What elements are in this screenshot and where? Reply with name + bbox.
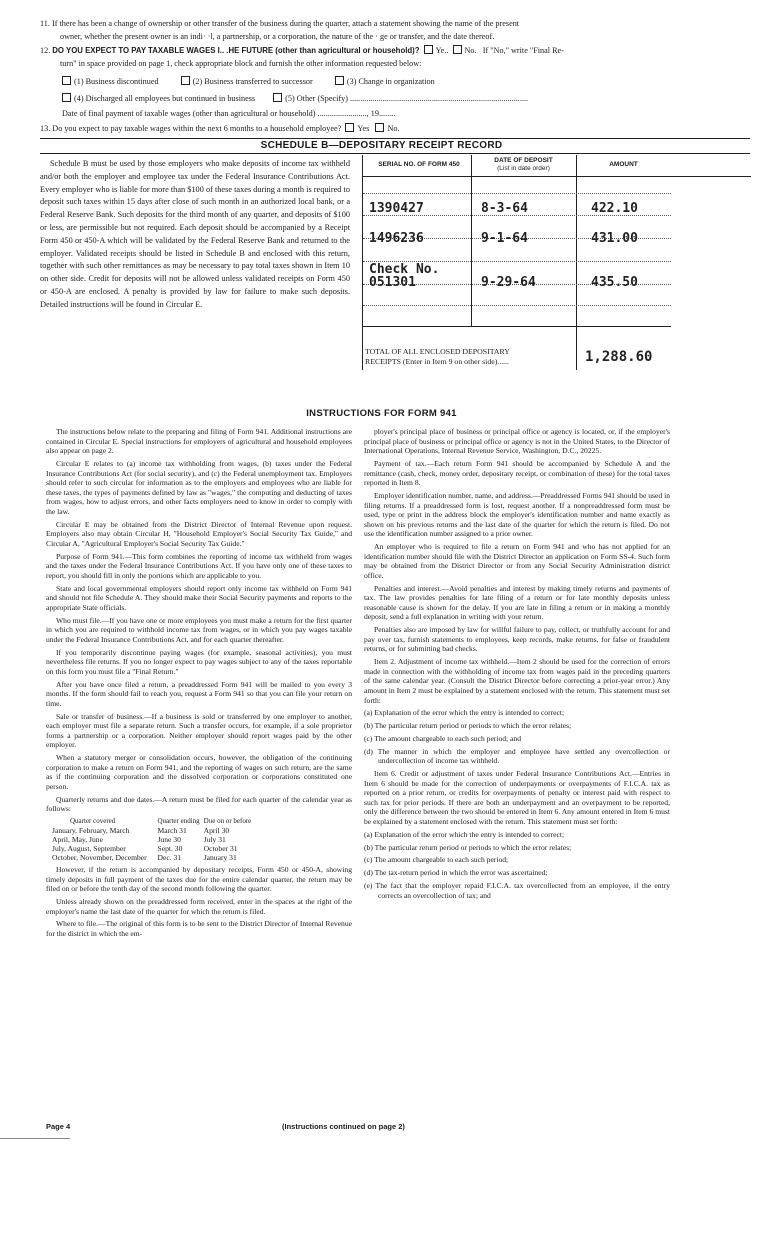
instruction-paragraph: (d) The manner in which the employer and employee have settled any overcollection or undercollection of income tax withheld.: [364, 746, 670, 766]
opt3-checkbox[interactable]: [335, 76, 344, 85]
q12-yes-label: Ye..: [435, 46, 449, 55]
question-12-line-2: turn" in space provided on page 1, check appropriate block and furnish the other information requested below:: [60, 59, 422, 68]
deposit-row-1-serial: 1390427: [369, 201, 424, 216]
quarter-cell: March 31: [157, 826, 187, 836]
quarter-header-ending: Quarter ending: [157, 817, 200, 826]
instruction-paragraph: Penalties also are imposed by law for willful failure to pay, collect, or truthfully account for and pay over tax, furnish statements to employees, keep records, make returns, for false or fraudulent returns, or for submitting bad checks.: [364, 625, 670, 654]
deposit-total-label-2: RECEIPTS (Enter in Item 9 on other side)......: [365, 357, 510, 366]
instruction-paragraph: When a statutory merger or consolidation occurs, however, the obligation of the continuing corporation to make a return on Form 941, and the reporting of wages on such return, are the same as if the continuing corporation and the dissolved corporation or corporations constituted one person.: [46, 753, 352, 791]
quarter-cell: April 30: [203, 826, 230, 836]
instruction-paragraph: If you temporarily discontinue paying wages (for example, seasonal activities), you must nevertheless file returns. If you no longer expect to pay wages subject to any of the taxes reportable on this form you must file a "Final Return.": [46, 647, 352, 676]
quarter-due-dates-table: [50, 817, 253, 862]
opt2-checkbox[interactable]: [181, 76, 190, 85]
instruction-paragraph: Unless already shown on the preaddressed form received, enter in the spaces at the right of the employer's name the last date of the quarter for which the return is filed.: [46, 897, 352, 916]
instruction-paragraph: ployer's principal place of business or principal office or agency is located, or, if the employer's principal place of business or principal office or agency is not in the United States, to the Director of International Operations, Internal Revenue Service, Washington, D.C., 20225.: [364, 427, 670, 456]
q12-yes-checkbox[interactable]: [424, 45, 433, 54]
final-wages-date-line: Date of final payment of taxable wages (other than agricultural or household) ........................, 19........: [62, 109, 396, 118]
instruction-paragraph: Item 6. Credit or adjustment of taxes under Federal Insurance Contributions Act.—Entries in Item 6 should be made for the correction of underpayments or overpayments of F.I.C.A. tax as reported on a prior return, or credits for overpayments of penalty or interest paid with respect to such tax for prior periods. If there are both an underpayment and an overpayment to be reported, only the difference between the two should be entered in Item 6. Any amount entered in Item 6 must be explained by a statement enclosed with the return. This statement must set forth:: [364, 769, 670, 827]
question-12-line-1: [40, 45, 564, 56]
deposit-row-3-amount: 435.50: [591, 275, 638, 290]
instruction-paragraph: (c) The amount chargeable to each such period; and: [364, 733, 522, 743]
instruction-paragraph: Quarterly returns and due dates.—A return must be filed for each quarter of the calendar year as follows:: [46, 794, 352, 814]
quarter-header-due: Due on or before: [203, 817, 252, 826]
quarter-cell: October 31: [203, 844, 238, 854]
deposit-total-amount: 1,288.60: [585, 349, 653, 365]
quarter-header-covered: Quarter covered: [70, 817, 116, 826]
instruction-paragraph: (e) The fact that the employer repaid F.I.C.A. tax overcollected from an employee, if the entry corrects an overcollection of tax; and: [364, 880, 670, 900]
quarter-cell: October, November, December: [52, 853, 147, 863]
continued-note: (Instructions continued on page 2): [282, 1122, 405, 1131]
quarter-cell: April, May, June: [52, 835, 103, 845]
deposit-total-label-1: TOTAL OF ALL ENCLOSED DEPOSITARY: [365, 347, 510, 356]
opt5-label: (5) Other (Specify) .......................................................................................: [285, 94, 529, 103]
instructions-right-column: [364, 427, 670, 903]
question-11-line-2: owner, whether the present owner is an indi· ·l, a partnership, or a corporation, the nature of the · ge or transfer, and the date thereof.: [60, 32, 495, 41]
question-12-number: 12.: [40, 46, 51, 55]
page-number: Page 4: [46, 1122, 71, 1131]
instruction-paragraph: (b) The particular return period or periods to which the error relates;: [364, 721, 572, 731]
instruction-paragraph: (a) Explanation of the error which the entry is intended to correct;: [364, 829, 565, 839]
col-date-header: [471, 157, 576, 173]
instruction-paragraph: Circular E may be obtained from the District Director of Internal Revenue upon request. Employers also may obtain Circular H, "Household Employer's Social Security Tax Guide," and Circular A, "Agricultural Employer's Social Security Tax Guide.": [46, 519, 352, 548]
schedule-b-title: SCHEDULE B—DEPOSITARY RECEIPT RECORD: [260, 140, 503, 151]
deposit-row-1-amount: 422.10: [591, 201, 638, 216]
opt1-label: (1) Business discontinued: [74, 77, 159, 86]
instruction-paragraph: Circular E relates to (a) income tax withholding from wages, (b) taxes under the Federal Insurance Contributions Act (for social security), and (c) the Federal unemployment tax. Employers should refer to such circular for information as to the employers and employees who are liable for these taxes, the types of payments defined by law as "wages," the computing and deducting of taxes from wages, how to adjust errors, and other facts employers need to know in order to comply with the law.: [46, 458, 352, 516]
schedule-b-instructions: [40, 158, 350, 315]
table-row: [50, 844, 253, 853]
q12-options-row-2: [62, 93, 528, 104]
opt1-checkbox[interactable]: [62, 76, 71, 85]
instruction-paragraph: Item 2. Adjustment of income tax withheld.—Item 2 should be used for the correction of errors made in connection with the withholding of income tax from wages paid in the preceding quarters of the same calendar year. (Consult the District Director before correcting a prior-year error.) Any amount in Item 2 must be explained by a statement enclosed with the return. This statement must set forth:: [364, 657, 670, 705]
deposit-table: [362, 155, 751, 370]
q12-no-label: No.: [464, 46, 477, 55]
deposit-row-1-date: 8-3-64: [481, 201, 528, 216]
instruction-paragraph: Sale or transfer of business.—If a business is sold or transferred by one employer to another, each employer must file a separate return. Such a transfer occurs, for example, if a sole proprietor forms a partnership or a corporation. Neither employer should report wages paid by the other employer.: [46, 711, 352, 750]
deposit-row-3-check-label: Check No.: [369, 262, 440, 277]
question-12-tail: If "No," write "Final Re-: [482, 46, 564, 55]
opt4-label: (4) Discharged all employees but continued in business: [74, 94, 256, 103]
q13-yes-label: Yes: [357, 124, 370, 133]
opt5-checkbox[interactable]: [273, 93, 282, 102]
q12-no-checkbox[interactable]: [453, 45, 462, 54]
opt2-label: (2) Business transferred to successor: [192, 77, 313, 86]
deposit-row-2-date: 9-1-64: [481, 231, 528, 246]
table-row: [50, 826, 253, 835]
quarter-cell: July, August, September: [52, 844, 126, 854]
instruction-paragraph: However, if the return is accompanied by depositary receipts, Form 450 or 450-A, showing timely deposits in full payment of the taxes due for the entire calendar quarter, the return may be filed on or before the tenth day of the second month following the quarter.: [46, 865, 352, 894]
question-13-text: 13. Do you expect to pay taxable wages within the next 6 months to a household employee?: [40, 124, 342, 133]
table-row: [50, 853, 253, 862]
instruction-paragraph: Purpose of Form 941.—This form combines the reporting of income tax withheld from wages and the taxes under the Federal Insurance Contributions Act. If you have only one of these taxes to report, you should fill in only the portions which are applicable to you.: [46, 551, 352, 580]
col-date-sublabel: (List in date order): [497, 165, 550, 172]
col-serial-header: SERIAL NO. OF FORM 450: [378, 161, 460, 168]
instruction-paragraph: An employer who is required to file a return on Form 941 and who has not applied for an identification number should file with the District Director an application on Form SS-4. Such form may be obtained from the District Director or from any Social Security Administration district office.: [364, 542, 670, 580]
quarter-cell: Dec. 31: [157, 853, 182, 863]
col-date-label: DATE OF DEPOSIT: [494, 157, 553, 164]
deposit-row-2-serial: 1496236: [369, 231, 424, 246]
bottom-edge-mark: [0, 1138, 70, 1139]
instruction-paragraph: (a) Explanation of the error which the entry is intended to correct;: [364, 708, 565, 718]
schedule-b-top-rule: [40, 138, 750, 139]
opt3-label: (3) Change in organization: [346, 77, 435, 86]
quarter-cell: Sept. 30: [157, 844, 183, 854]
schedule-b-text: Schedule B must be used by those employers who make deposits of income tax withheld and/or both the employer and employee tax under the Federal Insurance Contributions Act. Every employer who is liable for more than $100 of these taxes during a month is required to deposit such taxes within 15 days after close of such month in an authorized local bank, or a Federal Reserve Bank. Such deposits for the third month of any quarter, and deposits of $100 or less, are permissible but not required. Each deposit should be accompanied by a Receipt Form 450 or 450-A which will be validated by the Federal Reserve Bank and returned to the employer. Validated receipts should be listed in Schedule B and enclosed with this return, together with such other remittances as may be necessary to pay total taxes shown in Item 10 on other side. Credit for deposits will not be allowed unless validated receipts on Form 450 or 450-A are enclosed. A penalty is provided by law for failure to make such deposits. Detailed instructions will be found in Circular E.: [40, 159, 350, 309]
quarter-cell: July 31: [203, 835, 226, 845]
instruction-paragraph: (b) The particular return period or periods to which the error relates;: [364, 842, 572, 852]
col-amount-header: AMOUNT: [609, 161, 638, 168]
instruction-paragraph: (c) The amount chargeable to each such period;: [364, 855, 509, 865]
question-12-bold-text: DO YOU EXPECT TO PAY TAXABLE WAGES I.. .HE FUTURE (other than agricultural or household)?: [52, 46, 420, 55]
question-13: [40, 123, 400, 134]
deposit-total-label: [365, 347, 510, 367]
quarter-cell: January 31: [203, 853, 237, 863]
q13-no-checkbox[interactable]: [375, 123, 384, 132]
quarter-cell: June 30: [157, 835, 181, 845]
instructions-title: INSTRUCTIONS FOR FORM 941: [306, 408, 457, 419]
instruction-paragraph: (d) The tax-return period in which the error was ascertained;: [364, 868, 548, 878]
opt4-checkbox[interactable]: [62, 93, 71, 102]
schedule-b-title-rule: [40, 153, 750, 154]
instruction-paragraph: Where to file.—The original of this form is to be sent to the District Director of Internal Revenue for the district in which the em-: [46, 919, 352, 938]
instruction-paragraph: Payment of tax.—Each return Form 941 should be accompanied by Schedule A and the remittance (cash, check, money order, depositary receipt, or combination of these) for the total taxes reported in Item 8.: [364, 458, 670, 488]
instruction-paragraph: Who must file.—If you have one or more employees you must make a return for the first quarter in which you are required to withhold income tax from wages, or in which you pay wages taxable under the Federal Insurance Contributions Act, and for each quarter thereafter.: [46, 615, 352, 644]
deposit-row-2-amount: 431.00: [591, 231, 638, 246]
deposit-table-header: [363, 155, 751, 177]
instruction-paragraph: Penalties and interest.—Avoid penalties and interest by making timely returns and payments of tax. The law provides penalties for late filing of a return or for late monthly deposits unless reasonable cause is shown for the delay. If you are late in filing a return or in making a monthly deposit, send a full explanation in writing with your return.: [364, 583, 670, 622]
instructions-left-column: [46, 427, 352, 942]
instruction-paragraph: State and local governmental employers should report only income tax withheld on Form 941 and should not file Schedule A. They should make their Social Security payments and reports to the appropriate State officials.: [46, 583, 352, 612]
instruction-paragraph: Employer identification number, name, and address.—Preaddressed Forms 941 should be used in filing returns. If a preaddressed form is lost, request another. If a nonpreaddressed form must be used, type or print in the address block the employer's identification number and name exactly as shown on his previous returns and the last date of the quarter for which the return is filed. Do not use the identification number assigned to a prior owner.: [364, 490, 670, 539]
deposit-row-3-serial: 051301: [369, 275, 416, 290]
table-row: [50, 835, 253, 844]
deposit-row-3-date: 9-29-64: [481, 275, 536, 290]
quarter-cell: January, February, March: [52, 826, 130, 836]
q13-yes-checkbox[interactable]: [345, 123, 354, 132]
q13-no-label: No.: [387, 124, 400, 133]
q12-options-row-1: [62, 76, 435, 87]
question-11-line-1: 11. If there has been a change of ownership or other transfer of the business during the quarter, attach a statement showing the name of the present: [40, 19, 520, 28]
instruction-paragraph: The instructions below relate to the preparing and filing of Form 941. Additional instructions are contained in Circular E. Special instructions for employers of agricultural and household employees also appear on page 2.: [46, 427, 352, 456]
instruction-paragraph: After you have once filed a return, a preaddressed Form 941 will be mailed to you every 3 months. If the form should fail to reach you, request a Form 941 so that you can file your return on time.: [46, 679, 352, 708]
